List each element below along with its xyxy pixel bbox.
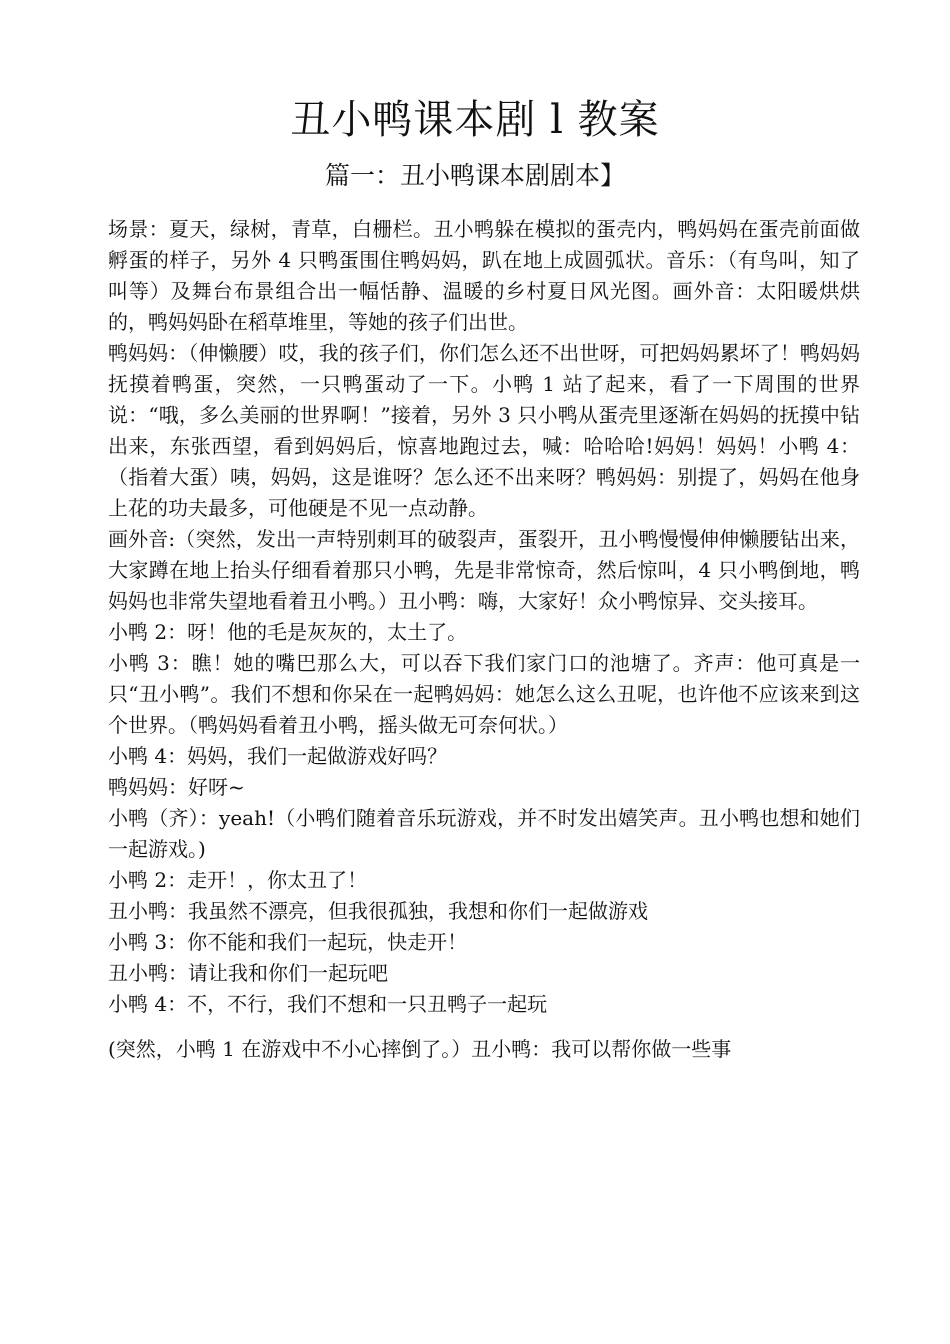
paragraph-duckling-3-second: 小鸭 3：你不能和我们一起玩，快走开！ — [108, 930, 468, 954]
paragraph-mother-reply: 鸭妈妈：好呀~ — [108, 775, 245, 799]
paragraph-ducklings-together: 小鸭（齐）：yeah!（小鸭们随着音乐玩游戏，并不时发出嬉笑声。丑小鸭也想和她们一起游戏。) — [108, 806, 860, 861]
paragraph-duckling-2-second: 小鸭 2：走开！，你太丑了！ — [108, 868, 368, 892]
paragraph-mother-duck: 鸭妈妈：（伸懒腰）哎，我的孩子们，你们怎么还不出世呀，可把妈妈累坏了！鸭妈妈抚摸着鸭蛋，突然，一只鸭蛋动了一下。小鸭 1 站了起来，看了一下周围的世界说：“哦，多么美丽的世界啊！”接着，另外 3 只小鸭从蛋壳里逐渐在妈妈的抚摸中钻出来，东张西望，看到妈妈后，惊喜地跑过去，喊：哈哈哈!妈妈！妈妈！小鸭 4：（指着大蛋）咦，妈妈，这是谁呀？怎么还不出来呀？鸭妈妈：别提了，妈妈在他身上花的功夫最多，可他硬是不见一点动静。 — [108, 341, 860, 520]
paragraph-scene: 场景：夏天，绿树，青草，白栅栏。丑小鸭躲在模拟的蛋壳内，鸭妈妈在蛋壳前面做孵蛋的样子，另外 4 只鸭蛋围住鸭妈妈，趴在地上成圆弧状。音乐：（有鸟叫，知了叫等）及舞台布景组合出一幅恬静、温暖的乡村夏日风光图。画外音：太阳暖烘烘的，鸭妈妈卧在稻草堆里，等她的孩子们出世。 — [108, 217, 860, 334]
paragraph-voiceover: 画外音:（突然，发出一声特别刺耳的破裂声，蛋裂开，丑小鸭慢慢伸伸懒腰钻出来，大家蹲在地上抬头仔细看着那只小鸭，先是非常惊奇，然后惊叫，4 只小鸭倒地，鸭妈妈也非常失望地看着丑小鸭。）丑小鸭：嗨，大家好！众小鸭惊异、交头接耳。 — [108, 527, 860, 613]
script-body — [108, 214, 860, 1065]
paragraph-ugly-duckling-second: 丑小鸭：请让我和你们一起玩吧 — [108, 961, 388, 985]
paragraph-duckling-4: 小鸭 4：妈妈，我们一起做游戏好吗？ — [108, 744, 448, 768]
paragraph-final: (突然，小鸭 1 在游戏中不小心摔倒了。）丑小鸭：我可以帮你做一些事 — [108, 1037, 732, 1061]
document-subtitle: 篇一：丑小鸭课本剧剧本】 — [324, 161, 625, 190]
document-title: 丑小鸭课本剧 l 教案 — [290, 97, 660, 143]
paragraph-duckling-2: 小鸭 2：呀！他的毛是灰灰的，太土了。 — [108, 620, 468, 644]
paragraph-duckling-3: 小鸭 3：瞧！她的嘴巴那么大，可以吞下我们家门口的池塘了。齐声：他可真是一只“丑小鸭”。我们不想和你呆在一起鸭妈妈：她怎么这么丑呢，也许他不应该来到这个世界。（鸭妈妈看着丑小鸭，摇头做无可奈何状。） — [108, 651, 860, 737]
paragraph-ugly-duckling: 丑小鸭：我虽然不漂亮，但我很孤独，我想和你们一起做游戏 — [108, 899, 648, 923]
paragraph-duckling-4-second: 小鸭 4：不，不行，我们不想和一只丑鸭子一起玩 — [108, 992, 548, 1016]
